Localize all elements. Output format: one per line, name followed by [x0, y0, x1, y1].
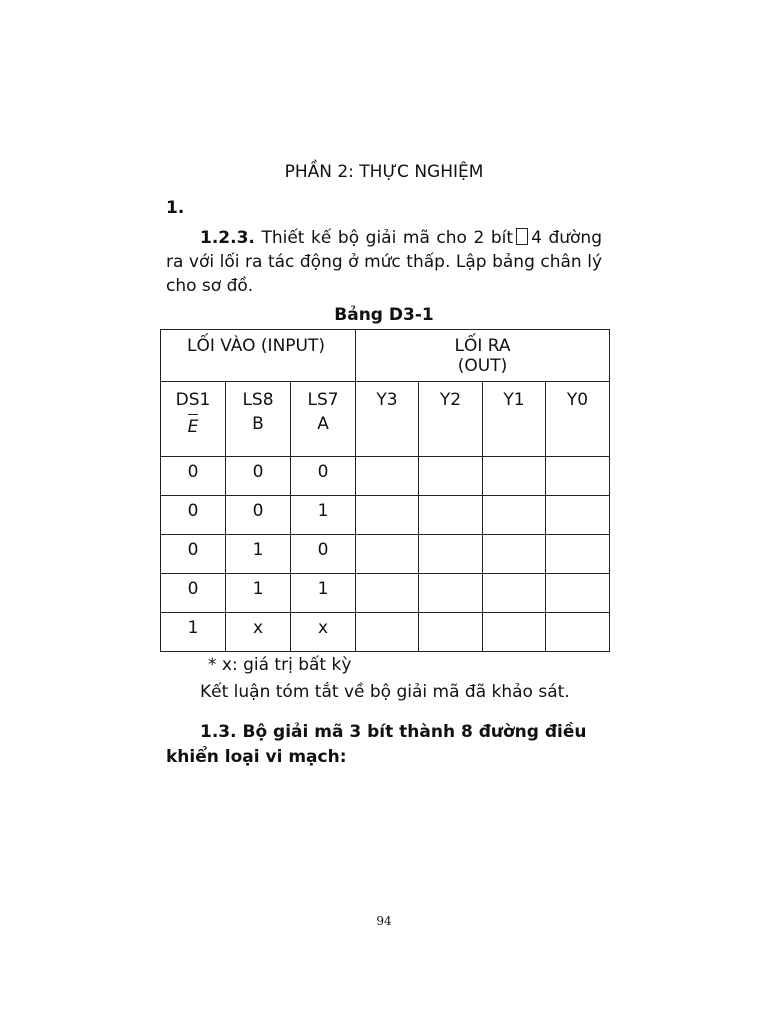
cell-y2[interactable] — [419, 574, 483, 613]
col-ls7-a: A — [317, 414, 329, 434]
table-row — [161, 574, 610, 613]
cell-y2[interactable] — [419, 457, 483, 496]
subsection-text: 1.3. Bộ giải mã 3 bít thành 8 đường điều khiển loại vi mạch: — [166, 722, 587, 767]
cell-y2[interactable] — [419, 613, 483, 652]
cell-y0[interactable] — [546, 496, 610, 535]
col-ds1-name: DS1 — [175, 390, 211, 410]
cell-b: x — [226, 613, 291, 652]
section-number: 1. — [166, 198, 185, 218]
cell-y0[interactable] — [546, 613, 610, 652]
cell-b: 1 — [226, 535, 291, 574]
paragraph-label: 1.2.3. — [200, 228, 255, 248]
cell-y3[interactable] — [356, 457, 419, 496]
header-output — [356, 330, 610, 382]
cell-y2[interactable] — [419, 496, 483, 535]
paragraph-text-start: Thiết kế bộ giải mã cho 2 bít — [261, 228, 514, 248]
table-row — [161, 457, 610, 496]
cell-a: 0 — [291, 535, 356, 574]
cell-e: 0 — [161, 535, 226, 574]
cell-y0[interactable] — [546, 457, 610, 496]
cell-a: x — [291, 613, 356, 652]
header-input: LỐI VÀO (INPUT) — [161, 330, 356, 382]
cell-y1[interactable] — [483, 613, 546, 652]
cell-a: 1 — [291, 496, 356, 535]
cell-e: 0 — [161, 574, 226, 613]
missing-glyph-icon — [516, 228, 528, 245]
cell-y0[interactable] — [546, 535, 610, 574]
col-y0: Y0 — [546, 382, 610, 457]
cell-a: 0 — [291, 457, 356, 496]
header-output-line1: LỐI RA — [454, 336, 511, 356]
col-ds1-e: E — [187, 417, 199, 437]
cell-y3[interactable] — [356, 496, 419, 535]
cell-y1[interactable] — [483, 574, 546, 613]
header-output-line2: (OUT) — [457, 356, 508, 376]
cell-e: 0 — [161, 457, 226, 496]
table-caption: Bảng D3-1 — [334, 305, 434, 325]
overline-mark — [188, 414, 198, 415]
conclusion-text: Kết luận tóm tắt về bộ giải mã đã khảo sát. — [200, 682, 570, 702]
cell-a: 1 — [291, 574, 356, 613]
col-ls7-name: LS7 — [307, 390, 339, 410]
cell-y2[interactable] — [419, 535, 483, 574]
page-number: 94 — [376, 914, 392, 928]
cell-y0[interactable] — [546, 574, 610, 613]
col-y3: Y3 — [356, 382, 419, 457]
col-ls7 — [291, 382, 356, 457]
subsection-heading — [166, 720, 606, 770]
col-ls8-b: B — [252, 414, 264, 434]
cell-y1[interactable] — [483, 535, 546, 574]
cell-y3[interactable] — [356, 535, 419, 574]
page-title: PHẦN 2: THỰC NGHIỆM — [284, 162, 484, 182]
cell-b: 0 — [226, 496, 291, 535]
table-header-row — [161, 330, 610, 382]
col-y2: Y2 — [419, 382, 483, 457]
cell-y3[interactable] — [356, 613, 419, 652]
task-paragraph — [166, 226, 602, 298]
table-row — [161, 613, 610, 652]
col-y1: Y1 — [483, 382, 546, 457]
cell-y3[interactable] — [356, 574, 419, 613]
table-row — [161, 496, 610, 535]
cell-e: 0 — [161, 496, 226, 535]
cell-y1[interactable] — [483, 457, 546, 496]
col-ds1 — [161, 382, 226, 457]
paragraph-text-end: 4 đường ra với lối ra tác động ở mức thấp. Lập bảng chân lý cho sơ đồ. — [166, 228, 602, 296]
col-ds1-signal — [161, 414, 225, 439]
cell-e: 1 — [161, 613, 226, 652]
cell-b: 1 — [226, 574, 291, 613]
col-ls8 — [226, 382, 291, 457]
table-row — [161, 535, 610, 574]
table-column-row — [161, 382, 610, 457]
cell-b: 0 — [226, 457, 291, 496]
cell-y1[interactable] — [483, 496, 546, 535]
table-note: * x: giá trị bất kỳ — [208, 655, 352, 675]
truth-table — [160, 329, 610, 652]
col-ls8-name: LS8 — [242, 390, 274, 410]
